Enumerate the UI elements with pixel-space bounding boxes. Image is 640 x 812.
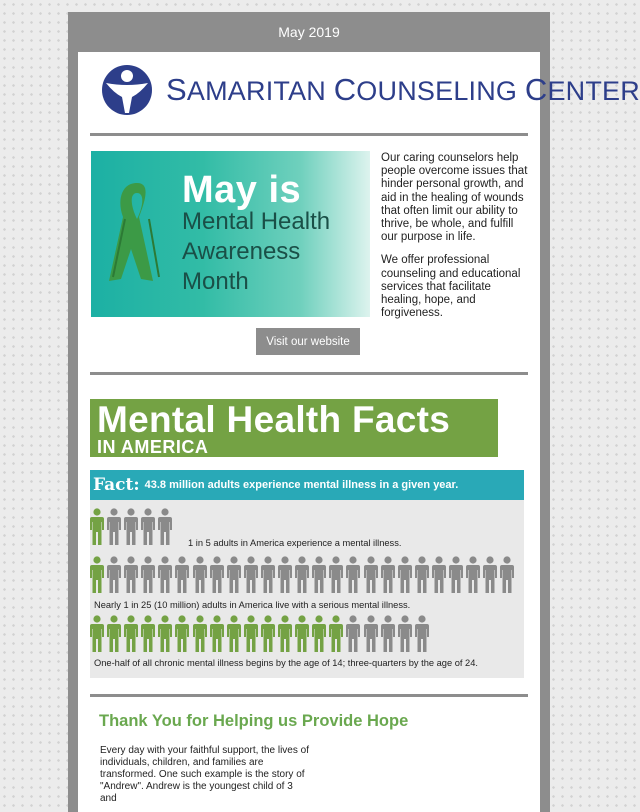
person-icon	[227, 556, 241, 594]
visit-website-button[interactable]: Visit our website	[256, 328, 360, 355]
logo-letter: C	[333, 72, 357, 107]
fact-label: Fact:	[93, 475, 140, 495]
person-icon	[432, 556, 446, 594]
person-icon-highlighted	[90, 556, 104, 594]
row-caption-1: 1 in 5 adults in America experience a mental illness.	[188, 538, 402, 548]
person-icon	[244, 556, 258, 594]
thank-you-title: Thank You for Helping us Provide Hope	[99, 712, 409, 730]
row-caption-3: One-half of all chronic mental illness begins by the age of 14; three-quarters by the age of 24.	[94, 658, 478, 668]
newsletter-frame	[68, 12, 640, 812]
person-icon	[415, 615, 429, 653]
person-icon-highlighted	[141, 615, 155, 653]
intro-paragraph-2: We offer professional counseling and educational services that facilitate healing, hope, and forgiveness.	[381, 254, 521, 320]
person-icon	[381, 556, 395, 594]
org-name	[166, 72, 640, 108]
person-icon	[346, 615, 360, 653]
logo-word: OUNSELING	[356, 76, 525, 106]
person-icon	[329, 556, 343, 594]
person-circle-logo-icon	[100, 63, 154, 117]
banner-subline: Mental Health Awareness Month	[182, 208, 331, 295]
logo-letter: S	[166, 72, 187, 107]
person-icon	[312, 556, 326, 594]
person-icon	[107, 508, 121, 546]
person-icon-highlighted	[107, 615, 121, 653]
logo-word: AMARITAN	[186, 76, 334, 106]
banner-headline: May is	[182, 169, 302, 211]
newsletter-content	[78, 52, 640, 812]
person-icon-highlighted	[90, 615, 104, 653]
facts-header	[90, 399, 498, 457]
person-icon	[415, 556, 429, 594]
person-icon	[346, 556, 360, 594]
person-icon-highlighted	[193, 615, 207, 653]
person-icon-highlighted	[295, 615, 309, 653]
person-icon-highlighted	[244, 615, 258, 653]
awareness-banner	[91, 151, 370, 317]
person-icon	[483, 556, 497, 594]
person-icon	[466, 556, 480, 594]
people-row-3	[90, 615, 432, 653]
person-icon	[364, 615, 378, 653]
person-icon-highlighted	[261, 615, 275, 653]
fact-text: 43.8 million adults experience mental illness in a given year.	[144, 479, 459, 491]
section-divider	[90, 694, 528, 697]
logo-letter: C	[524, 72, 548, 107]
logo-word: ENTER	[547, 76, 640, 106]
person-icon-highlighted	[90, 508, 104, 546]
person-icon	[124, 508, 138, 546]
person-icon	[261, 556, 275, 594]
section-divider	[90, 133, 528, 136]
person-icon	[449, 556, 463, 594]
facts-title: Mental Health Facts	[97, 399, 451, 440]
person-icon-highlighted	[329, 615, 343, 653]
fact-bar	[90, 470, 524, 500]
person-icon-highlighted	[278, 615, 292, 653]
person-icon	[295, 556, 309, 594]
person-icon	[175, 556, 189, 594]
thank-you-text: Every day with your faithful support, the lives of individuals, children, and families are transformed. One such example is the story of "Andrew". Andrew is the youngest child of 3 and	[100, 745, 309, 804]
awareness-ribbon-icon	[107, 179, 167, 289]
person-icon	[158, 556, 172, 594]
person-icon-highlighted	[312, 615, 326, 653]
person-icon	[193, 556, 207, 594]
person-icon	[500, 556, 514, 594]
person-icon	[364, 556, 378, 594]
person-icon	[210, 556, 224, 594]
person-icon	[381, 615, 395, 653]
fact-panel	[90, 500, 524, 678]
person-icon-highlighted	[175, 615, 189, 653]
person-icon	[158, 508, 172, 546]
person-icon-highlighted	[210, 615, 224, 653]
person-icon	[398, 615, 412, 653]
person-icon	[107, 556, 121, 594]
people-row-1	[90, 508, 175, 546]
row-caption-2: Nearly 1 in 25 (10 million) adults in America live with a serious mental illness.	[94, 600, 411, 610]
intro-paragraph-1: Our caring counselors help people overcome issues that hinder personal growth, and aid in the healing of wounds that often limit our ability to thrive, be whole, and fulfill our purpose in life.	[381, 152, 528, 244]
person-icon	[141, 508, 155, 546]
person-icon	[398, 556, 412, 594]
person-icon	[124, 556, 138, 594]
person-icon-highlighted	[158, 615, 172, 653]
section-divider	[90, 372, 528, 375]
newsletter-date: May 2019	[278, 24, 340, 40]
facts-subtitle: IN AMERICA	[97, 437, 209, 457]
person-icon	[278, 556, 292, 594]
person-icon-highlighted	[227, 615, 241, 653]
people-row-2	[90, 556, 517, 594]
person-icon-highlighted	[124, 615, 138, 653]
person-icon	[141, 556, 155, 594]
intro-text	[381, 152, 533, 320]
org-logo[interactable]	[100, 62, 640, 118]
